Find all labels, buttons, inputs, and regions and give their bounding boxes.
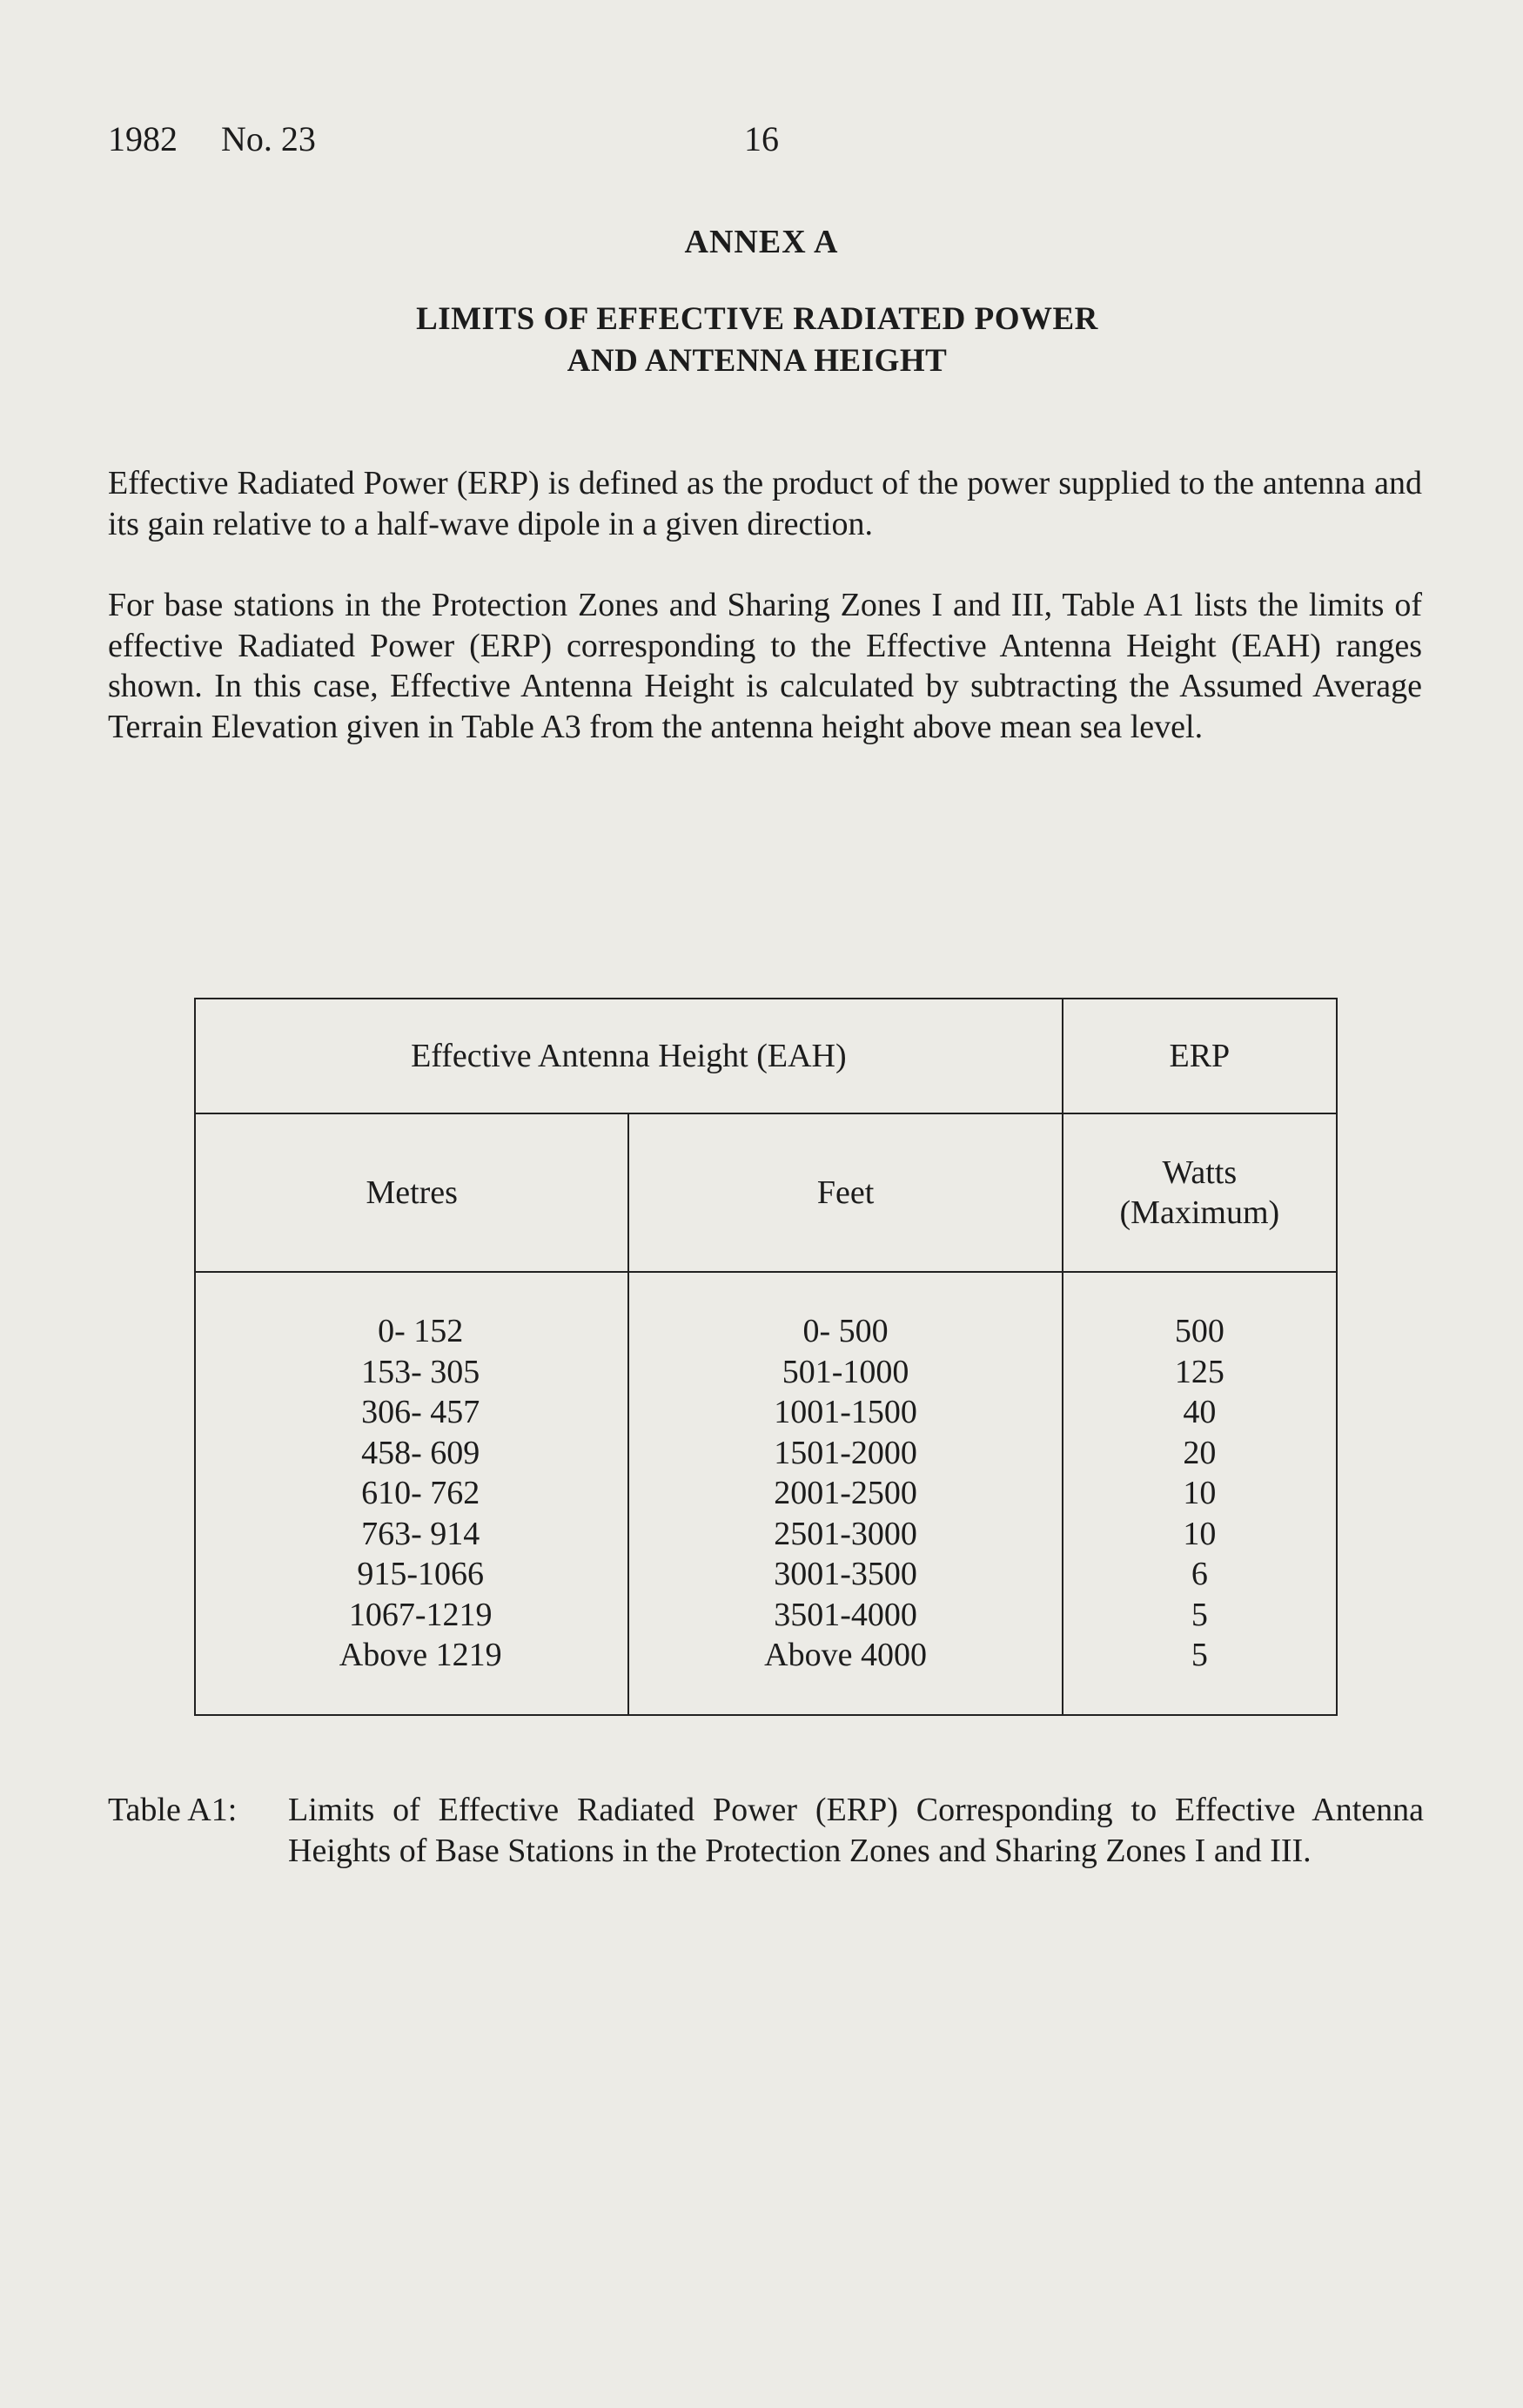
feet-value: 0- 500 bbox=[802, 1313, 889, 1349]
metres-value: 458- 609 bbox=[361, 1434, 480, 1471]
annex-subtitle-line-1: LIMITS OF EFFECTIVE RADIATED POWER bbox=[416, 301, 1098, 337]
watts-column-header bbox=[1063, 1113, 1337, 1272]
feet-value: 1001-1500 bbox=[774, 1394, 917, 1430]
feet-value: 3501-4000 bbox=[774, 1596, 917, 1633]
table-column-header-row bbox=[195, 1113, 1337, 1272]
watts-header-line-1: Watts bbox=[1162, 1154, 1238, 1191]
table-caption bbox=[108, 1790, 1424, 1871]
table-group-header-row bbox=[195, 999, 1337, 1113]
annex-subtitle bbox=[348, 299, 1166, 382]
feet-value: 1501-2000 bbox=[774, 1434, 917, 1471]
watts-value: 10 bbox=[1183, 1475, 1217, 1511]
table-data-row bbox=[195, 1272, 1337, 1715]
metres-value: 1067-1219 bbox=[348, 1596, 493, 1633]
erp-limits-table bbox=[194, 998, 1338, 1716]
watts-value: 5 bbox=[1191, 1637, 1208, 1673]
erp-definition-paragraph: Effective Radiated Power (ERP) is defined as the product of the power supplied to the antenna and its gain relative to a half-wave dipole in a given direction. bbox=[108, 465, 1422, 542]
watts-value: 500 bbox=[1174, 1313, 1224, 1349]
watts-value: 20 bbox=[1183, 1434, 1217, 1471]
feet-values-cell bbox=[628, 1272, 1062, 1715]
eah-group-header: Effective Antenna Height (EAH) bbox=[195, 999, 1063, 1113]
watts-header-line-2: (Maximum) bbox=[1119, 1194, 1280, 1231]
metres-column-header: Metres bbox=[195, 1113, 628, 1272]
watts-value: 125 bbox=[1174, 1353, 1224, 1390]
feet-value: 501-1000 bbox=[782, 1353, 909, 1390]
feet-value: 3001-3500 bbox=[774, 1556, 917, 1592]
feet-column-header: Feet bbox=[628, 1113, 1062, 1272]
annex-title: ANNEX A bbox=[684, 224, 839, 260]
feet-value: 2001-2500 bbox=[774, 1475, 917, 1511]
annex-subtitle-line-2: AND ANTENNA HEIGHT bbox=[567, 343, 948, 379]
header-issue-number: No. 23 bbox=[221, 119, 316, 158]
base-station-paragraph: For base stations in the Protection Zones and Sharing Zones I and III, Table A1 lists the limits of effective Radiated Power (ERP) corresponding to the Effective Antenna Height (EAH) ranges shown. In this case, Effective Antenna Height is calculated by subtracting the Assumed Average Terrain Elevation given in Table A3 from the antenna height above mean sea level. bbox=[108, 587, 1422, 745]
metres-value: 306- 457 bbox=[361, 1394, 480, 1430]
watts-value: 40 bbox=[1183, 1394, 1217, 1430]
watts-value: 6 bbox=[1191, 1556, 1208, 1592]
table-caption-label: Table A1: bbox=[108, 1792, 238, 1828]
metres-value: 763- 914 bbox=[361, 1515, 480, 1552]
feet-value: 2501-3000 bbox=[774, 1515, 917, 1552]
header-year: 1982 bbox=[108, 119, 178, 158]
erp-group-header: ERP bbox=[1063, 999, 1337, 1113]
feet-value: Above 4000 bbox=[764, 1637, 927, 1673]
metres-value: 915-1066 bbox=[357, 1556, 485, 1592]
watts-value: 10 bbox=[1183, 1515, 1217, 1552]
metres-value: 153- 305 bbox=[361, 1353, 480, 1390]
watts-value: 5 bbox=[1191, 1596, 1208, 1633]
metres-values-cell bbox=[195, 1272, 628, 1715]
table-caption-text: Limits of Effective Radiated Power (ERP) Corresponding to Effective Antenna Heights of Base Stations in the Protection Zones and Sharing Zones I and III. bbox=[288, 1792, 1424, 1869]
watts-values-cell bbox=[1063, 1272, 1337, 1715]
metres-value: 0- 152 bbox=[378, 1313, 464, 1349]
metres-value: 610- 762 bbox=[361, 1475, 480, 1511]
page-number: 16 bbox=[744, 119, 779, 158]
metres-value: Above 1219 bbox=[339, 1637, 502, 1673]
